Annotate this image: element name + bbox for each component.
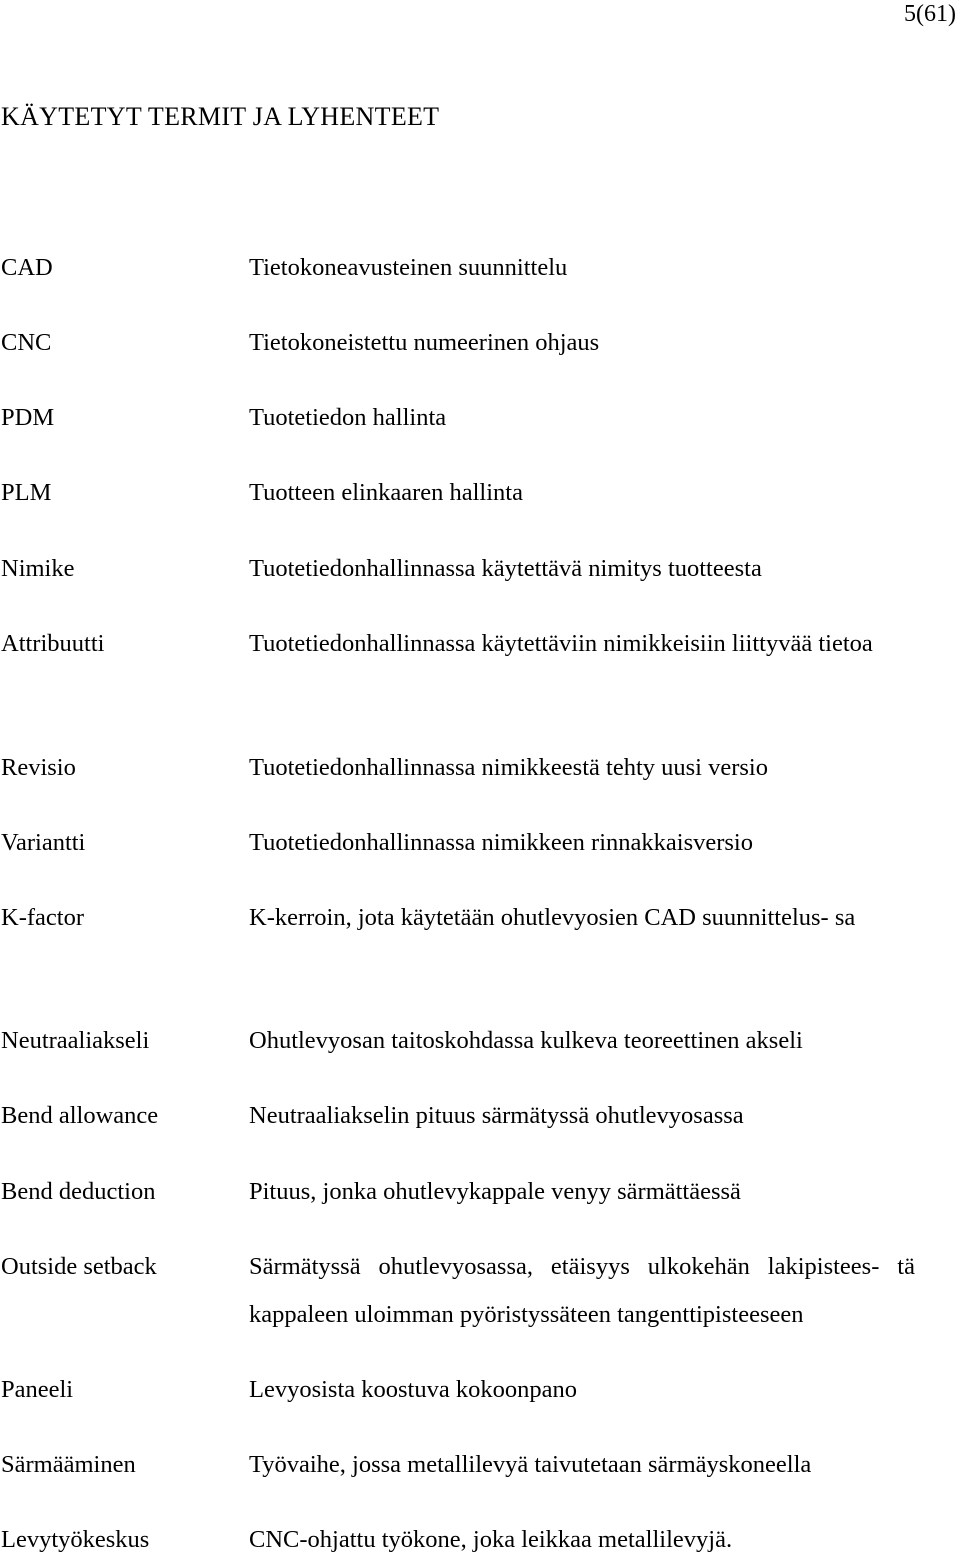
term-label: Bend allowance xyxy=(1,1102,159,1129)
term-label: Variantti xyxy=(1,829,86,856)
term-definition: Ohutlevyosan taitoskohdassa kulkeva teoreettinen akseli xyxy=(249,1027,803,1054)
term-definition: K-kerroin, jota käytetään ohutlevyosien CAD suunnittelus- sa xyxy=(249,904,856,931)
term-label: PDM xyxy=(1,404,55,431)
term-definition: Työvaihe, jossa metallilevyä taivutetaan särmäyskoneella xyxy=(249,1451,812,1478)
term-label: K-factor xyxy=(1,904,84,931)
term-label: CAD xyxy=(1,254,53,281)
term-label: Bend deduction xyxy=(1,1178,156,1205)
term-label: Outside setback xyxy=(1,1253,157,1280)
term-definition: Tuotetiedonhallinnassa nimikkeestä tehty uusi versio xyxy=(249,754,768,781)
term-definition: Levyosista koostuva kokoonpano xyxy=(249,1376,577,1403)
term-definition: Tuotetiedonhallinnassa käytettävä nimitys tuotteesta xyxy=(249,555,762,582)
term-definition: Tuotetiedon hallinta xyxy=(249,404,447,431)
term-definition: Tuotetiedonhallinnassa käytettäviin nimikkeisiin liittyvää tietoa xyxy=(249,630,873,657)
term-label: Nimike xyxy=(1,555,75,582)
term-label: Levytyökeskus xyxy=(1,1526,150,1553)
section-heading: KÄYTETYT TERMIT JA LYHENTEET xyxy=(1,102,440,131)
page-number: 5(61) xyxy=(904,1,956,27)
term-definition: Tuotteen elinkaaren hallinta xyxy=(249,479,523,506)
term-label: Revisio xyxy=(1,754,76,781)
term-label: Neutraaliakseli xyxy=(1,1027,150,1054)
term-definition: Tuotetiedonhallinnassa nimikkeen rinnakkaisversio xyxy=(249,829,753,856)
term-definition: Pituus, jonka ohutlevykappale venyy särmättäessä xyxy=(249,1178,741,1205)
term-label: CNC xyxy=(1,329,52,356)
term-label: Paneeli xyxy=(1,1376,74,1403)
term-label: PLM xyxy=(1,479,52,506)
term-definition: Neutraaliakselin pituus särmätyssä ohutlevyosassa xyxy=(249,1102,744,1129)
term-label: Särmääminen xyxy=(1,1451,136,1478)
term-definition: Tietokoneistettu numeerinen ohjaus xyxy=(249,329,600,356)
term-label: Attribuutti xyxy=(1,630,105,657)
term-definition: Tietokoneavusteinen suunnittelu xyxy=(249,254,568,281)
term-definition: CNC-ohjattu työkone, joka leikkaa metallilevyjä. xyxy=(249,1526,733,1553)
term-definition: Särmätyssä ohutlevyosassa, etäisyys ulkokehän lakipistees- tä kappaleen uloimman pyöristyssäteen tangenttipisteeseen xyxy=(249,1253,915,1328)
